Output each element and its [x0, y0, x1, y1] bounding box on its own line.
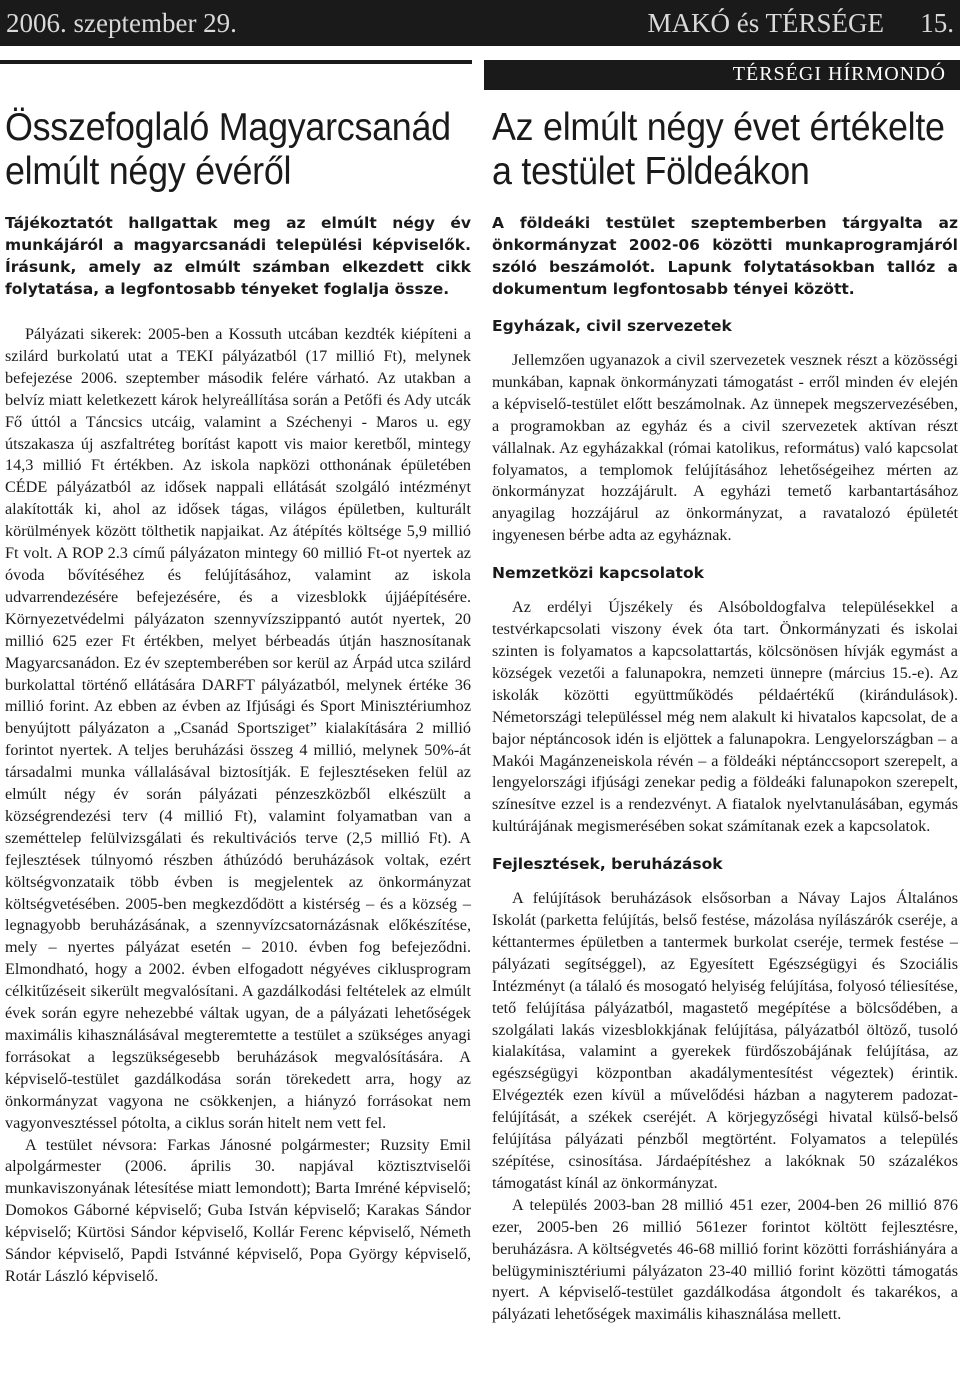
section-paragraph: A felújítások beruházások elsősorban a Návay Lajos Általános Iskolát (parketta felújítás, belső festése, mázolása nyílászárók cseréje, a kéttantermes épületben a tantermek burkolat cseréje, termek festése – pályázati segítséggel), az Egyesített Egészségügyi és Szociális Intézményt (a tálaló és mosogató helyiség felújítása, folyosó téliesítése, tető felújítása pályázatból, magastető megépítése a bölcsődében, a szolgálati lakás vizesblokkjának felújítása, pályázatból öltöző, tusoló kialakítása, valamint a gyerekek fürdőszobájának felújítása, az egészségügyi központban akadálymentesítést végeztek) érintik. Elvégezték ezen kívül a művelődési házban a nagyterem padozat-felújítását, a székek cseréjét. A körjegyzőségi hivatal külső-belső felújítása pályázati pénzből megtörtént. Folyamatos a település szépítése, csinosítása. Járdaépítéshez a lakóknak 50 százalékos támogatást kínál az önkormányzat. [492, 889, 958, 1192]
page-number: 15. [920, 8, 954, 38]
right-article [492, 106, 958, 1326]
left-article [5, 106, 471, 1288]
banner-title: TÉRSÉGI HÍRMONDÓ [732, 63, 946, 85]
left-article-paragraph: Pályázati sikerek: 2005-ben a Kossuth utcában kezdték kiépíteni a szilárd burkolatú utat a TEKI pályázatból (17 millió Ft), melynek befejezése 2006. szeptember második felére várható. Az utakban a belvíz miatt keletkezett károk helyreállítása során a Petőfi és Ady utcák Fő úttól a Táncsics utcáig, valamint a Széchenyi - Maros u. egy útszakasza új aszfaltréteg borítást kapott vis maior keretből, mintegy 14,3 millió Ft értékben. Az iskola napközi otthonának épületében CÉDE pályázatból az idősek nappali ellátását szolgáló intézményt alakították ki, ahol az idősek tágas, világos épületben, kulturált körülmények között tölthetik napjaikat. Az átépítés költsége 5,9 millió Ft volt. A ROP 2.3 című pályázaton mintegy 60 millió Ft-ot nyertek az óvoda bővítéséhez és felújításához, valamint az iskola udvarrendezésére befejezésére, és a vizesblokk újjáépítésére. Környezetvédelmi pályázaton szennyvízszippantó autót nyertek, 20 millió 625 ezer Ft értékben, melyet bérbeadás útján hasznosítanak Magyarcsanádon. Ez év szeptemberében sor kerül az Árpád utca szilárd burkolattal történő ellátására DARFT pályázatból, melynek értéke 36 millió forint. Az ebben az évben az Ifjúsági és Sport Minisztériumhoz benyújtott pályázaton a „Csanád Sportsziget” kialakítására 2 millió forintot nyertek. A teljes beruházási összeg 4 millió, melynek 50%-át társadalmi munka vállalásával biztosítják. E fejlesztéseken felül az elmúlt négy év során pályázati pénzeszközből elkészült a községrendezési terv (4 millió Ft), valamint folyamatban van a szeméttelep felülvizsgálati és rekultivációs terve (2,5 millió Ft). A fejlesztések túlnyomó részben áthúzódó beruházások voltak, ezért költségvonzataik több évben is megjelentek az önkormányzat költségvetésében. 2005-ben megkezdődött a kistérség – és a község – legnagyobb beruházásának, a szennyvízcsatornázásnak előkészítése, mely – nyertes pályázat esetén – 2010. évben fog befejeződni. Elmondható, hogy a 2002. évben elfogadott négyéves ciklusprogram célkitűzéseit sikerült megvalósítani. A gazdálkodási feltételek az elmúlt évek során egyre nehezebbé váltak ugyan, de a pályázati lehetőségek maximális kihasználásával megteremtette a testület a szükséges anyagi forrásokat a legszükségesebb beruházások megvalósítására. A képviselő-testület gazdálkodása során törekedett arra, hogy az önkormányzat vagyona ne csökkenjen, a hiányzó forrásokat nem vagyonvesztéssel pótolta, a ciklus során hitelt nem vett fel. [5, 325, 471, 1132]
section-paragraph: Az erdélyi Újszékely és Alsóboldogfalva településekkel a testvérkapcsolati viszony évek óta tart. Önkormányzati és iskolai szinten is folyamatos a kapcsolattartás, kölcsönösen hívják egymást a községek vezetői a falunapokra, nemzeti ünnepre (március 15.-e). Az iskolák közötti együttműködés példaértékű (kirándulások). Németországi településsel még nem alakult ki hivatalos kapcsolat, de a bajor néptáncosok idén is eljöttek a falunapokra. Lengyelországban – a Makói Magánzeneiskola révén – a földeáki néptánccsoport szerepelt, a lengyelországi ifjúsági zenekar pedig a földeáki falunapokon szerepelt, színesítve ezzel is a rendezvényt. A fiatalok nyelvtanulásában, egymás kultúrájának megismerésében sokat számítanak ezek a kapcsolatok. [492, 598, 958, 836]
section-paragraph: Jellemzően ugyanazok a civil szervezetek vesznek részt a közösségi munkában, kapnak önkormányzati támogatást - erről minden év elején a képviselő-testület előtt beszámolnak. Az ünnepek megszervezésében, a programokban az egyház és a civil szervezetek aktívan részt vállalnak. Az egyházakkal (római katolikus, református) való kapcsolat folyamatos, a templomok felújításához lehetőségeihez mérten az önkormányzat hozzájárult. A egyházi temető karbantartásához anyagilag hozzájárul az önkormányzat, a ravatalozó épületét ingyenesen bérbe adta az egyháznak. [492, 351, 958, 545]
section-heading: Egyházak, civil szervezetek [492, 317, 732, 335]
page-header [0, 0, 960, 46]
right-article-title: Az elmúlt négy évet értékelte a testület Földeákon [492, 106, 945, 193]
header-gap [0, 46, 960, 60]
right-article-lead: A földeáki testület szeptemberben tárgyalta az önkormányzat 2002-06 közötti munkaprogramjáról szóló beszámolót. Lapunk folytatásokban tallóz a dokumentum legfontosabb tényei között. [492, 214, 958, 298]
column-banner [484, 60, 960, 90]
section-paragraph: A település 2003-ban 28 millió 451 ezer, 2004-ben 26 millió 876 ezer, 2005-ben 26 millió 561ezer forintot költött fejlesztésre, beruházásra. A költségvetés 46-68 millió forint közötti forráshiányára a belügyminisztériumi pályázaton 23-40 millió forint közötti támogatás nyert. A képviselő-testület gazdálkodása átgondolt és takarékos, a pályázati lehetőségek maximális kihasználása mellett. [492, 1195, 958, 1324]
section-name: MAKÓ és TÉRSÉGE [647, 8, 884, 38]
left-article-lead: Tájékoztatót hallgattak meg az elmúlt négy év munkájáról a magyarcsanádi települési képviselők. Írásunk, amely az elmúlt számban elkezdett cikk folytatása, a legfontosabb tényeket foglalja össze. [5, 214, 471, 298]
left-article-paragraph: A testület névsora: Farkas Jánosné polgármester; Ruzsity Emil alpolgármester (2006. április 30. napjával köztisztviselői munkaviszonyának létesítése miatt lemondott); Barta Imréné képviselő; Domokos Gáborné képviselő; Guba István képviselő; Karakas Sándor képviselő; Kürtösi Sándor képviselő, Kollár Ferenc képviselő, Németh Sándor képviselő, Papdi Istvánné képviselő, Popa György képviselő, Rotár László képviselő. [5, 1135, 471, 1285]
section-heading: Fejlesztések, beruházások [492, 855, 723, 874]
left-column-rule [0, 60, 472, 64]
section-heading: Nemzetközi kapcsolatok [492, 564, 704, 583]
left-article-title: Összefoglaló Magyarcsanád elmúlt négy évéről [5, 106, 451, 193]
issue-date: 2006. szeptember 29. [6, 8, 237, 38]
